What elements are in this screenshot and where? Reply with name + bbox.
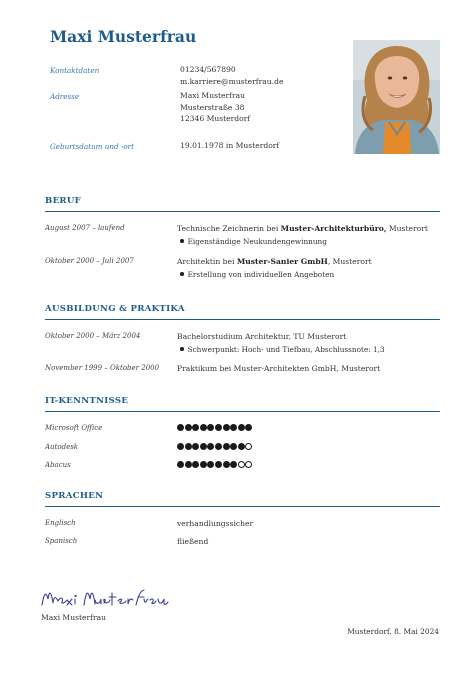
job-1-title: Technische Zeichnerin bei Muster-Architekturbüro, Musterort <box>177 224 428 233</box>
job-1-bullet: Eigenständige Neukundengewinnung <box>180 237 327 246</box>
signature-drawing <box>40 585 170 611</box>
contact-email: m.karriere@musterfrau.de <box>180 76 284 86</box>
rating-dot-filled <box>207 461 214 468</box>
rating-dot-filled <box>177 461 184 468</box>
job-1-employer: Muster-Architekturbüro, <box>280 224 387 233</box>
section-title-beruf: BERUF <box>45 196 82 206</box>
job-1-period: August 2007 – laufend <box>45 224 125 232</box>
signature-name: Maxi Musterfrau <box>41 613 107 622</box>
rating-dot-filled <box>192 443 199 450</box>
edu-2-period: November 1999 – Oktober 2000 <box>45 364 160 372</box>
contact-phone: 01234/567890 <box>180 65 236 74</box>
job-2-bullet: Erstellung von individuellen Angeboten <box>180 270 334 279</box>
rating-dot-filled <box>185 461 192 468</box>
skill-1-name: Microsoft Office <box>45 424 103 432</box>
skill-3-name: Abacus <box>45 461 71 469</box>
rating-dot-filled <box>207 443 214 450</box>
language-1-name: Englisch <box>45 519 76 527</box>
bullet-icon <box>180 347 184 351</box>
edu-2-text: Praktikum bei Muster-Architekten GmbH, Musterort <box>177 364 381 373</box>
portrait-illustration <box>353 40 440 154</box>
section-title-sprachen: SPRACHEN <box>45 491 104 501</box>
rating-dot-filled <box>245 424 252 431</box>
rating-dot-filled <box>223 424 230 431</box>
rating-dot-filled <box>185 424 192 431</box>
label-kontaktdaten: Kontaktdaten <box>50 66 100 75</box>
section-divider <box>45 211 440 212</box>
rating-dot-empty <box>238 461 245 468</box>
handwritten-signature <box>40 585 170 615</box>
birth-date-place: 19.01.1978 in Musterdorf <box>180 141 280 150</box>
rating-dot-filled <box>200 443 207 450</box>
rating-dot-filled <box>230 424 237 431</box>
skill-1-rating <box>177 424 252 431</box>
rating-dot-filled <box>192 461 199 468</box>
rating-dot-filled <box>215 443 222 450</box>
edu-1-period: Oktober 2000 – März 2004 <box>45 332 141 340</box>
address-line-2: Musterstraße 38 <box>180 102 245 112</box>
place-and-date: Musterdorf, 8. Mai 2024 <box>347 627 439 636</box>
rating-dot-filled <box>230 443 237 450</box>
rating-dot-filled <box>238 443 245 450</box>
language-2-name: Spanisch <box>45 537 78 545</box>
section-title-it: IT-KENNTNISSE <box>45 396 129 406</box>
skill-2-name: Autodesk <box>45 443 79 451</box>
label-adresse: Adresse <box>50 92 80 101</box>
rating-dot-filled <box>223 443 230 450</box>
section-divider <box>45 319 440 320</box>
rating-dot-empty <box>245 443 252 450</box>
rating-dot-filled <box>185 443 192 450</box>
rating-dot-filled <box>177 443 184 450</box>
job-2-employer: Muster-Sanier GmbH <box>236 257 328 266</box>
rating-dot-filled <box>215 461 222 468</box>
resume-name: Maxi Musterfrau <box>50 27 197 46</box>
rating-dot-filled <box>192 424 199 431</box>
address-line-1: Maxi Musterfrau <box>180 91 246 100</box>
rating-dot-filled <box>207 424 214 431</box>
rating-dot-filled <box>215 424 222 431</box>
job-2-period: Oktober 2000 – Juli 2007 <box>45 257 134 265</box>
bullet-icon <box>180 239 184 243</box>
rating-dot-filled <box>177 424 184 431</box>
rating-dot-filled <box>230 461 237 468</box>
bullet-icon <box>180 272 184 276</box>
rating-dot-filled <box>223 461 230 468</box>
language-2-level: fließend <box>177 537 209 546</box>
rating-dot-filled <box>200 424 207 431</box>
rating-dot-empty <box>245 461 252 468</box>
section-divider <box>45 506 440 507</box>
rating-dot-filled <box>200 461 207 468</box>
skill-3-rating <box>177 461 252 468</box>
portrait-photo <box>353 40 440 154</box>
job-2-title: Architektin bei Muster-Sanier GmbH, Musterort <box>177 257 372 266</box>
edu-1-bullet: Schwerpunkt: Hoch- und Tiefbau, Abschlussnote: 1,3 <box>180 345 385 354</box>
section-title-ausbildung: AUSBILDUNG & PRAKTIKA <box>45 304 185 314</box>
label-geburtsdatum: Geburtsdatum und -ort <box>50 142 134 151</box>
edu-1-text: Bachelorstudium Architektur, TU Musterort <box>177 332 347 341</box>
address-line-3: 12346 Musterdorf <box>180 114 251 124</box>
rating-dot-filled <box>238 424 245 431</box>
language-1-level: verhandlungssicher <box>177 519 254 528</box>
skill-2-rating <box>177 443 252 450</box>
section-divider <box>45 411 440 412</box>
